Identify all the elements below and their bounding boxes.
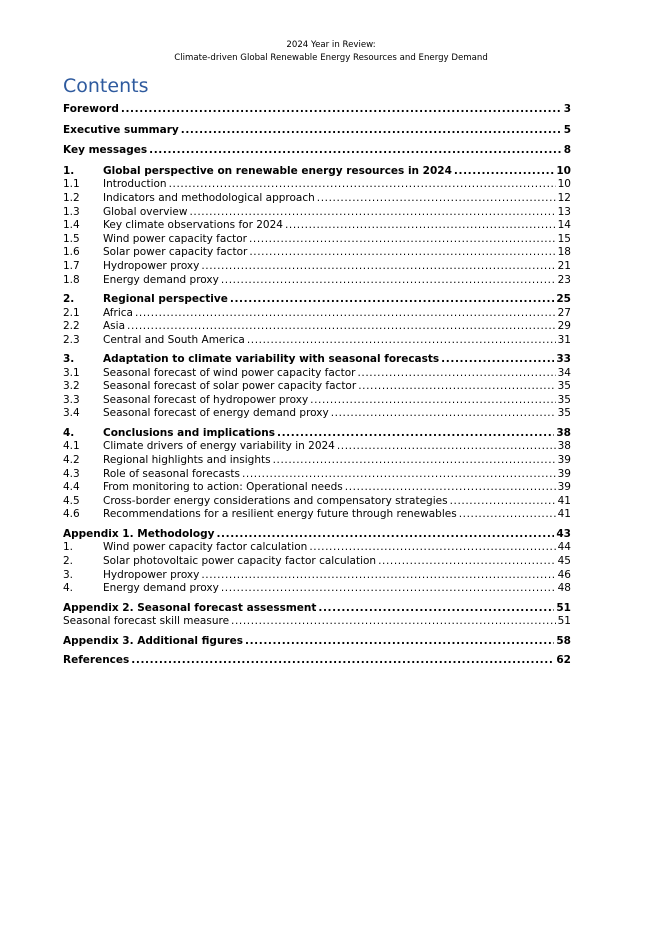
toc-entry-text: Climate drivers of energy variability in 2024: [103, 440, 335, 453]
toc-number: 3.2: [63, 380, 80, 393]
dot-leader: [317, 192, 556, 206]
toc-page-number: 58: [556, 634, 571, 647]
toc-entry-text: Appendix 1. Methodology: [63, 527, 215, 540]
toc-subsection[interactable]: [63, 495, 571, 509]
toc-entry-text: Global perspective on renewable energy resources in 2024: [103, 164, 452, 177]
toc-entry-text: Global overview: [103, 205, 188, 218]
dot-leader: [181, 124, 562, 138]
toc-page-number: 29: [557, 320, 571, 333]
dot-leader: [245, 635, 554, 649]
toc-entry-text: Key messages: [63, 144, 148, 157]
toc-page-number: 45: [557, 555, 571, 567]
toc-entry-text: Seasonal forecast skill measure: [63, 615, 230, 628]
dot-leader: [221, 582, 556, 596]
toc-subsection[interactable]: [63, 407, 571, 421]
toc-entry-key-messages[interactable]: [63, 144, 571, 158]
toc-entry-text: Wind power capacity factor: [103, 232, 247, 245]
toc-number: 4.3: [63, 467, 80, 480]
dot-leader: [309, 541, 555, 555]
toc-appendix-3[interactable]: [63, 635, 571, 649]
toc-page-number: 27: [557, 306, 571, 319]
toc-page-number: 34: [557, 366, 571, 379]
toc-entry-foreword[interactable]: [63, 103, 571, 117]
toc-entry-text: Appendix 3. Additional figures: [63, 634, 243, 647]
toc-number: 2.2: [63, 320, 80, 333]
toc-page-number: 18: [557, 246, 571, 259]
dot-leader: [285, 219, 556, 233]
toc-entry-text: Cross-border energy considerations and compensatory strategies: [103, 494, 448, 507]
toc-page-number: 39: [557, 454, 571, 467]
toc-number: 2.3: [63, 333, 80, 346]
toc-number: 3.: [63, 353, 75, 366]
toc-page-number: 10: [557, 178, 571, 191]
toc-page-number: 33: [556, 353, 571, 366]
toc-page-number: 5: [563, 123, 571, 136]
toc-subsection[interactable]: [63, 481, 571, 495]
dot-leader: [135, 307, 556, 321]
toc-number: 3.4: [63, 407, 80, 420]
dot-leader: [149, 144, 562, 158]
toc-number: 4.4: [63, 481, 80, 494]
dot-leader: [357, 367, 555, 381]
toc-appendix-1[interactable]: [63, 528, 571, 542]
toc-entry-text: Appendix 2. Seasonal forecast assessment: [63, 601, 317, 614]
toc-page-number: 8: [563, 144, 571, 157]
toc-entry-text: Energy demand proxy: [103, 582, 219, 595]
toc-page-number: 21: [557, 259, 571, 272]
toc-number: 4.: [63, 426, 75, 439]
toc-page-number: 15: [557, 232, 571, 245]
toc-subsection[interactable]: [63, 454, 571, 468]
toc-entry-text: Solar power capacity factor: [103, 246, 248, 259]
toc-entry-text: Africa: [103, 306, 133, 319]
toc-number: 3.: [63, 568, 74, 581]
toc-number: 2.: [63, 292, 75, 305]
toc-entry-text: Key climate observations for 2024: [103, 219, 283, 232]
running-header: [0, 39, 662, 64]
toc-page-number: 46: [557, 568, 571, 581]
toc-page-number: 51: [556, 601, 571, 614]
dot-leader: [454, 165, 554, 179]
header-line-2: Climate-driven Global Renewable Energy Resources and Energy Demand: [174, 52, 488, 63]
dot-leader: [277, 427, 554, 441]
toc-entry-text: Recommendations for a resilient energy future through renewables: [103, 508, 457, 521]
toc-page-number: 62: [556, 653, 571, 666]
toc-page-number: 23: [557, 273, 571, 286]
toc-entry-text: From monitoring to action: Operational needs: [103, 481, 343, 494]
toc-entry-executive-summary[interactable]: [63, 124, 571, 138]
toc-entry-text: Role of seasonal forecasts: [103, 467, 240, 480]
toc-number: 1.3: [63, 205, 80, 218]
dot-leader: [249, 233, 556, 247]
toc-number: 2.: [63, 555, 74, 567]
toc-subsection[interactable]: [63, 541, 571, 555]
dot-leader: [441, 353, 554, 367]
toc-subsection[interactable]: [63, 615, 571, 629]
toc-entry-text: Introduction: [103, 178, 167, 191]
toc-entry-text: Seasonal forecast of hydropower proxy: [103, 393, 309, 406]
toc-section-4[interactable]: [63, 427, 571, 441]
toc-subsection[interactable]: [63, 440, 571, 454]
dot-leader: [247, 334, 556, 348]
toc-subsection[interactable]: [63, 219, 571, 233]
toc-number: 1.5: [63, 232, 80, 245]
toc-page-number: 3: [563, 103, 571, 115]
toc-number: 1.1: [63, 178, 80, 191]
dot-leader: [358, 380, 555, 394]
toc-section-2[interactable]: [63, 293, 571, 307]
toc-page-number: 44: [557, 541, 571, 554]
dot-leader: [378, 555, 556, 569]
toc-entry-text: Conclusions and implications: [103, 426, 275, 439]
toc-entry-text: Regional perspective: [103, 292, 228, 305]
toc-title: Contents: [63, 75, 149, 97]
dot-leader: [337, 440, 556, 454]
toc-page-number: 41: [557, 494, 571, 507]
toc-page-number: 38: [557, 440, 571, 453]
toc-page-number: 12: [557, 191, 571, 204]
toc-section-3[interactable]: [63, 353, 571, 367]
toc-subsection[interactable]: [63, 192, 571, 206]
dot-leader: [189, 206, 555, 220]
toc-number: 4.2: [63, 454, 80, 467]
toc-subsection[interactable]: [63, 569, 571, 583]
dot-leader: [231, 615, 556, 629]
toc-references[interactable]: [63, 654, 571, 668]
toc-subsection[interactable]: [63, 233, 571, 247]
dot-leader: [249, 246, 555, 260]
toc-page-number: 39: [557, 467, 571, 480]
dot-leader: [459, 508, 556, 522]
table-of-contents: [63, 103, 571, 668]
toc-number: 4.5: [63, 494, 80, 507]
dot-leader: [450, 495, 556, 509]
toc-subsection[interactable]: [63, 320, 571, 334]
toc-subsection[interactable]: [63, 582, 571, 596]
dot-leader: [121, 103, 562, 117]
toc-entry-text: Seasonal forecast of energy demand proxy: [103, 407, 329, 420]
toc-subsection[interactable]: [63, 555, 571, 569]
toc-number: 1.: [63, 541, 74, 554]
toc-subsection[interactable]: [63, 380, 571, 394]
toc-entry-text: Wind power capacity factor calculation: [103, 541, 308, 554]
toc-number: 4.1: [63, 440, 80, 453]
toc-entry-text: Hydropower proxy: [103, 259, 200, 272]
toc-number: 1.4: [63, 219, 80, 232]
toc-number: 1.2: [63, 191, 80, 204]
toc-page-number: 35: [557, 393, 571, 406]
toc-page-number: 38: [556, 426, 571, 439]
dot-leader: [131, 654, 554, 668]
toc-number: 1.6: [63, 246, 80, 259]
toc-page-number: 10: [556, 164, 571, 177]
toc-subsection[interactable]: [63, 394, 571, 408]
toc-appendix-2[interactable]: [63, 602, 571, 616]
toc-page-number: 51: [557, 615, 571, 628]
header-line-1: 2024 Year in Review:: [286, 40, 376, 50]
toc-entry-text: Indicators and methodological approach: [103, 191, 315, 204]
toc-page-number: 13: [557, 205, 571, 218]
toc-entry-text: Hydropower proxy: [103, 568, 200, 581]
toc-subsection[interactable]: [63, 274, 571, 288]
dot-leader: [331, 407, 556, 421]
toc-subsection[interactable]: [63, 508, 571, 522]
toc-page-number: 31: [557, 333, 571, 346]
toc-page-number: 43: [556, 527, 571, 540]
toc-page-number: 48: [557, 582, 571, 595]
toc-page-number: 25: [556, 292, 571, 305]
toc-subsection[interactable]: [63, 206, 571, 220]
dot-leader: [221, 274, 556, 288]
toc-entry-text: Energy demand proxy: [103, 273, 219, 286]
toc-subsection[interactable]: [63, 246, 571, 260]
toc-number: 1.7: [63, 259, 80, 272]
toc-subsection[interactable]: [63, 367, 571, 381]
toc-number: 4.6: [63, 508, 80, 521]
dot-leader: [216, 528, 554, 542]
toc-entry-text: References: [63, 653, 130, 666]
toc-subsection[interactable]: [63, 178, 571, 192]
dot-leader: [201, 569, 555, 583]
toc-entry-text: Seasonal forecast of solar power capacity factor: [103, 380, 357, 393]
toc-number: 1.: [63, 164, 75, 177]
toc-page-number: 35: [557, 407, 571, 420]
toc-entry-text: Executive summary: [63, 123, 179, 136]
dot-leader: [242, 468, 556, 482]
dot-leader: [273, 454, 556, 468]
dot-leader: [127, 320, 556, 334]
toc-subsection[interactable]: [63, 307, 571, 321]
toc-subsection[interactable]: [63, 468, 571, 482]
toc-entry-text: Adaptation to climate variability with seasonal forecasts: [103, 353, 440, 366]
toc-page-number: 41: [557, 508, 571, 521]
dot-leader: [310, 394, 555, 408]
toc-number: 1.8: [63, 273, 80, 286]
dot-leader: [169, 178, 556, 192]
toc-page-number: 35: [557, 380, 571, 393]
toc-number: 3.3: [63, 393, 80, 406]
dot-leader: [318, 602, 554, 616]
dot-leader: [345, 481, 556, 495]
toc-entry-text: Seasonal forecast of wind power capacity factor: [103, 366, 356, 379]
dot-leader: [230, 293, 555, 307]
toc-page-number: 39: [557, 481, 571, 494]
toc-entry-text: Asia: [103, 320, 126, 333]
toc-number: 4.: [63, 582, 74, 595]
toc-entry-text: Central and South America: [103, 333, 245, 346]
dot-leader: [201, 260, 555, 274]
toc-entry-text: Foreword: [63, 103, 119, 115]
toc-entry-text: Solar photovoltaic power capacity factor calculation: [103, 555, 377, 567]
toc-subsection[interactable]: [63, 334, 571, 348]
toc-subsection[interactable]: [63, 260, 571, 274]
toc-page-number: 14: [557, 219, 571, 232]
toc-number: 2.1: [63, 306, 80, 319]
toc-number: 3.1: [63, 366, 80, 379]
toc-section-1[interactable]: [63, 165, 571, 179]
toc-entry-text: Regional highlights and insights: [103, 454, 271, 467]
